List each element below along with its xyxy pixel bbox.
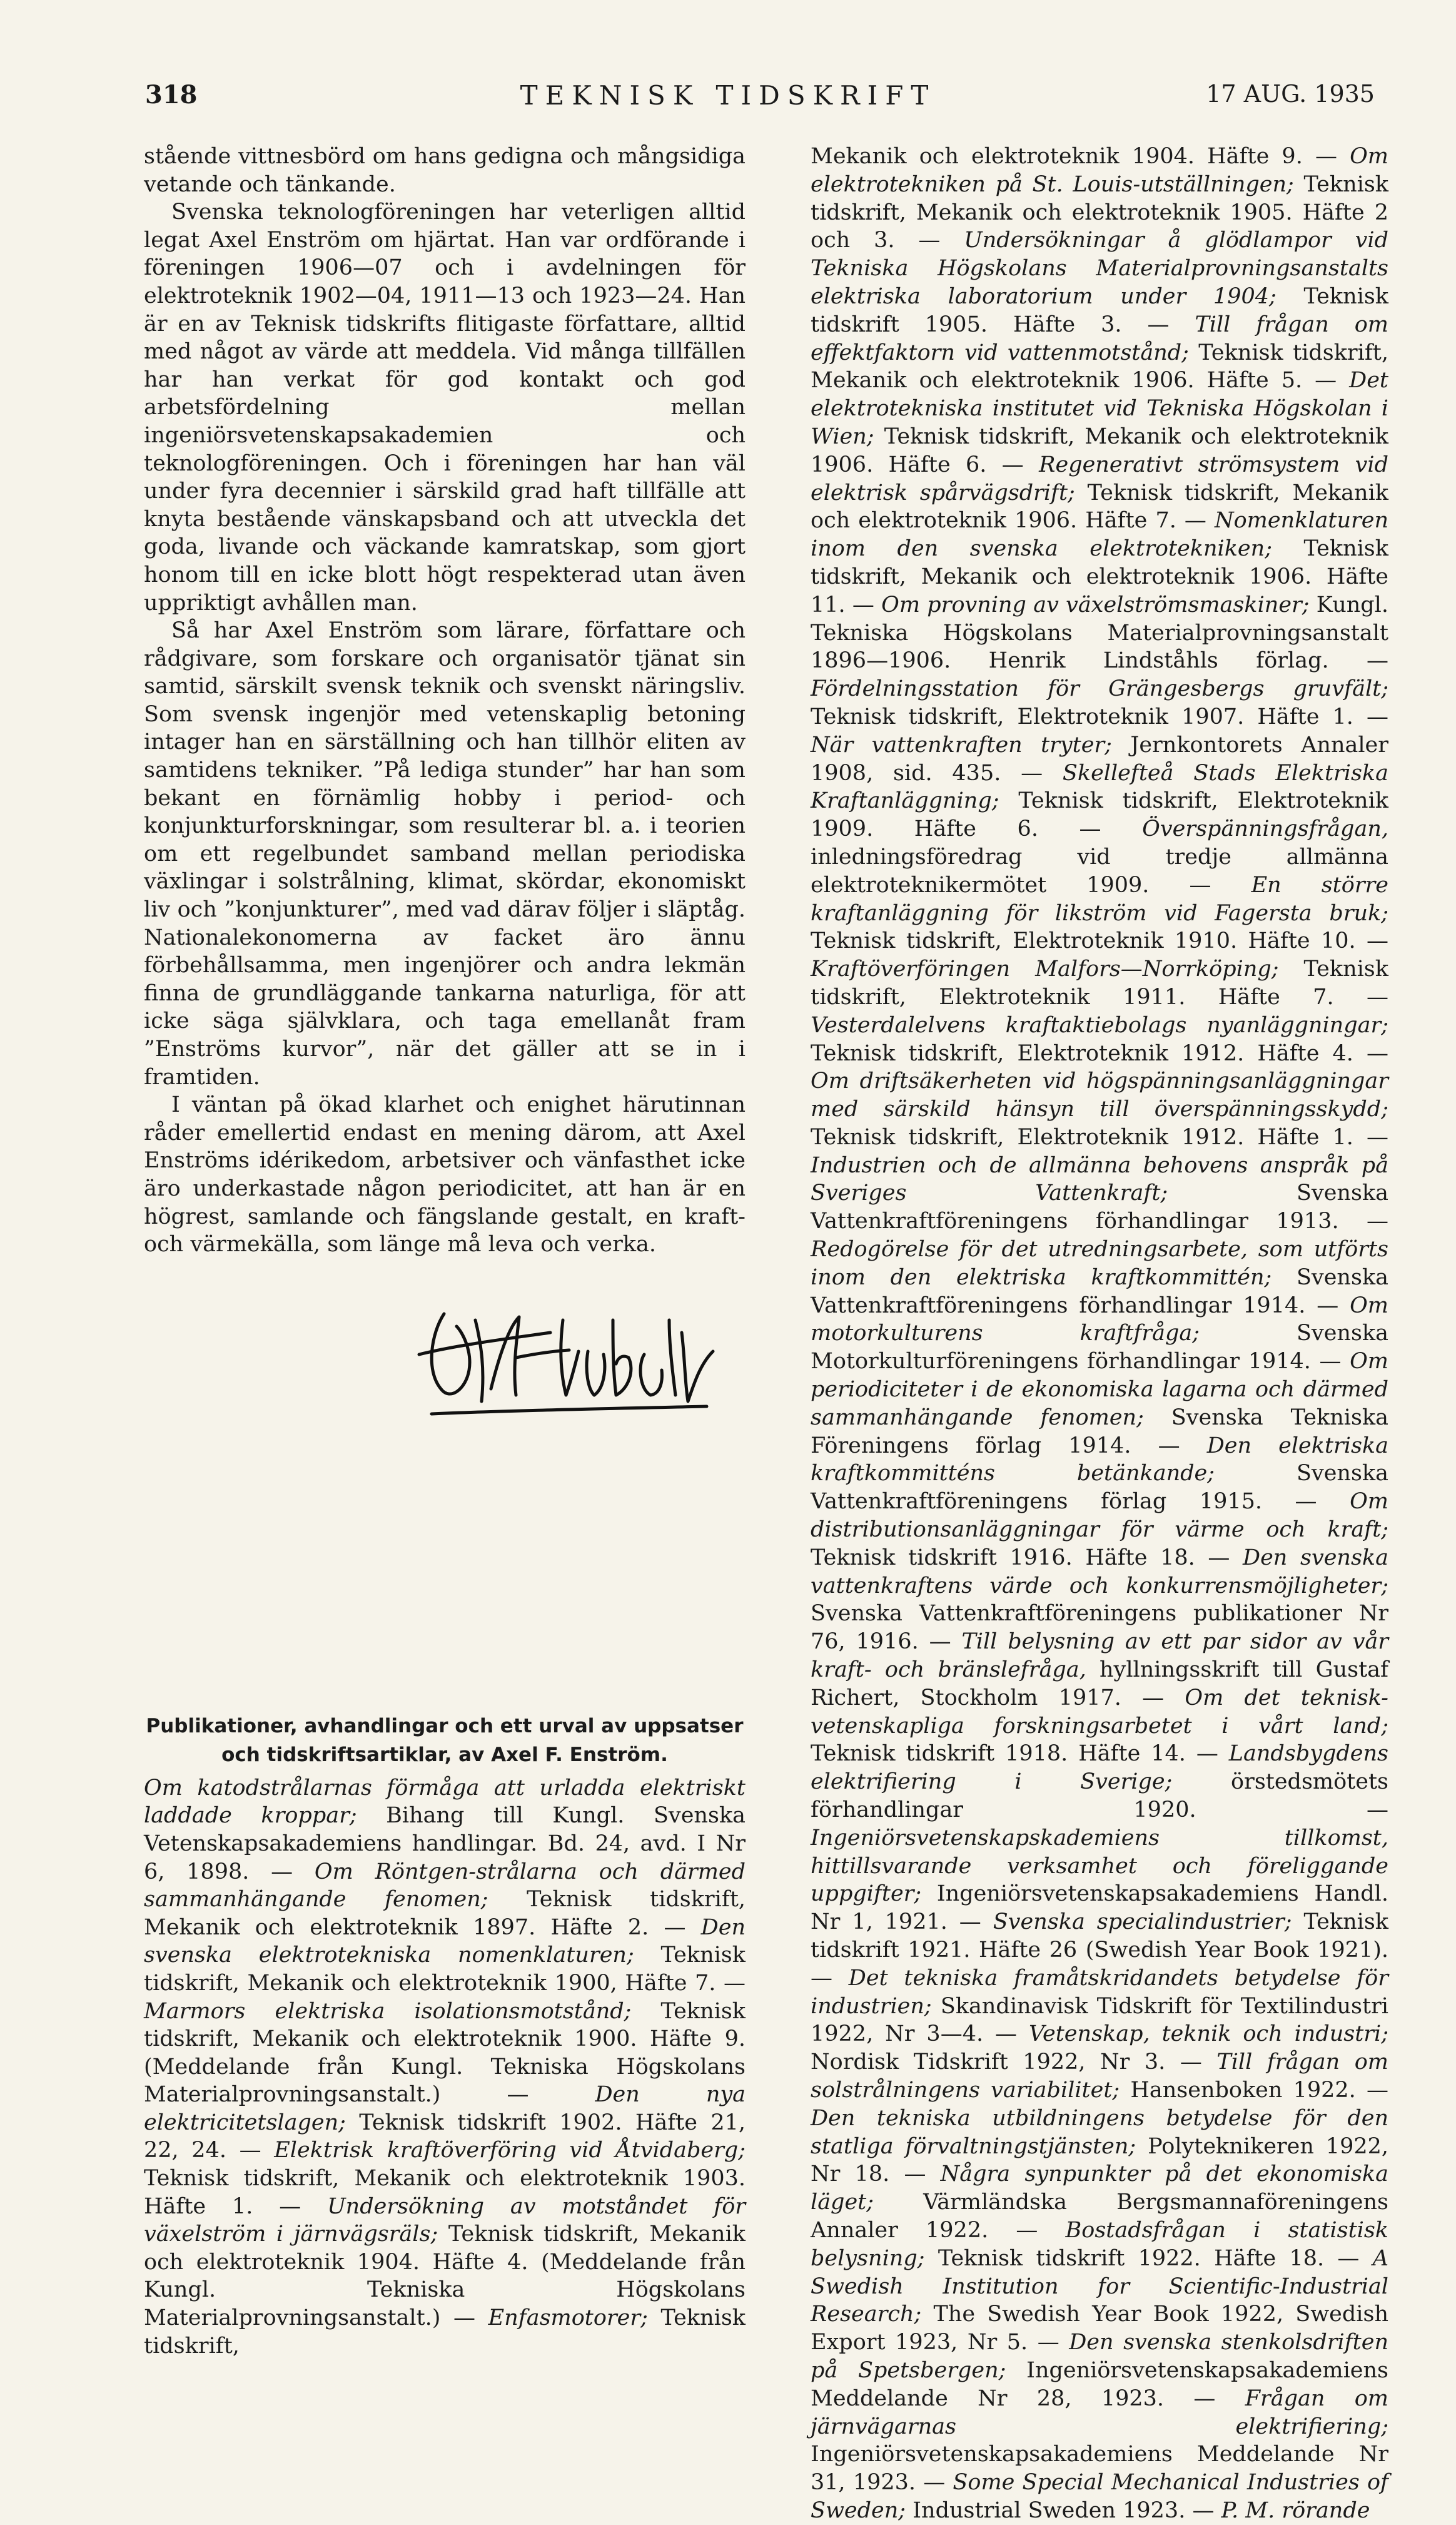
publication-source: Svenska Vattenkraftföreningens förhandlingar 1914. — <box>811 1264 1388 1318</box>
publication-title: Om det teknisk-vetenskapliga forskningsarbetet i vårt land; <box>811 1685 1389 1739</box>
publication-title: Till belysning av ett par sidor av vår kraft- och bränslefråga, <box>811 1629 1388 1683</box>
publication-source: Teknisk tidskrift 1922. Häfte 18. — <box>924 2245 1373 2271</box>
page-header <box>0 80 1456 130</box>
publication-source: Teknisk tidskrift 1902. Häfte 21, 22, 24. — <box>144 2110 746 2163</box>
publication-source: Teknisk tidskrift 1916. Häfte 18. — <box>811 1545 1243 1570</box>
publication-title: Några synpunkter på det ekonomiska läget; <box>811 2162 1388 2215</box>
publication-title: Fördelningsstation för Grängesbergs gruvfält; <box>811 676 1388 702</box>
publication-title: Överspänningsfrågan, <box>1142 816 1388 842</box>
publication-title: Vesterdalelvens kraftaktiebolags nyanläggningar; <box>811 1012 1388 1038</box>
publication-source: Teknisk tidskrift, Mekanik och elektroteknik 1906. Häfte 5. — <box>811 340 1388 394</box>
journal-title: TEKNISK TIDSKRIFT <box>520 80 936 111</box>
publication-title: Om Röntgen-strålarna och därmed sammanhängande fenomen; <box>144 1859 746 1913</box>
publication-source: Teknisk tidskrift, Mekanik och elektroteknik 1906. Häfte 6. — <box>811 424 1388 477</box>
publication-title: Frågan om järnvägarnas elektrifiering; <box>811 2385 1388 2439</box>
publication-source: hyllningsskrift till Gustaf Richert, Stockholm 1917. — <box>811 1657 1388 1710</box>
publication-source: Teknisk tidskrift, Mekanik och elektroteknik 1906. Häfte 11. — <box>811 536 1388 617</box>
publication-source: Svenska Vattenkraftföreningens förhandlingar 1913. — <box>811 1181 1388 1234</box>
publication-source: Svenska Tekniska Föreningens förlag 1914. — <box>811 1405 1388 1458</box>
publication-source: Svenska Vattenkraftföreningens publikationer Nr 76, 1916. — <box>811 1601 1388 1655</box>
publication-title: Some Special Mechanical Industries of Sweden; <box>811 2470 1388 2523</box>
publication-title: Den nya elektricitetslagen; <box>144 2082 746 2135</box>
publication-title: Undersökning av motståndet för växelström i järnvägsräls; <box>144 2193 746 2247</box>
publication-source: Kungl. Tekniska Högskolans Materialprovningsanstalt 1896—1906. Henrik Lindståhls förlag. — <box>811 592 1388 674</box>
publication-source: Mekanik och elektroteknik 1904. Häfte 9. — <box>811 144 1350 169</box>
publication-title: Elektrisk kraftöverföring vid Åtvidaberg; <box>274 2138 746 2163</box>
publication-title: P. M. rörande <box>1221 2497 1370 2523</box>
publication-title: Svenska specialindustrier; <box>993 1909 1292 1935</box>
publication-source: Teknisk tidskrift, Mekanik och elektroteknik 1897. Häfte 2. — <box>144 1887 746 1940</box>
publication-title: Redogörelse för det utredningsarbete, som utförts inom den elektriska kraftkommittén; <box>811 1237 1388 1290</box>
publication-source: Svenska Motorkulturföreningens förhandlingar 1914. — <box>811 1321 1388 1374</box>
publications-heading: Publikationer, avhandlingar och ett urval av uppsatser och tidskriftsartiklar, av Axel F. Enström. <box>146 1714 744 1766</box>
publication-source: Industrial Sweden 1923. — <box>906 2497 1221 2523</box>
publication-title: Nomenklaturen inom den svenska elektrotekniken; <box>811 508 1388 562</box>
publication-source: Teknisk tidskrift, Elektroteknik 1910. Häfte 10. — <box>811 928 1388 954</box>
publication-title: Om distributionsanläggningar för värme och kraft; <box>811 1489 1388 1543</box>
publication-title: Till frågan om effektfaktorn vid vattenmotstånd; <box>811 312 1388 365</box>
publication-source: Nordisk Tidskrift 1922, Nr 3. — <box>811 2050 1217 2075</box>
publication-title: Ingeniörsvetenskapskademiens tillkomst, hittillsvarande verksamhet och föreliggande uppgifter; <box>811 1825 1388 1907</box>
publication-title: Till frågan om solstrålningens variabilitet; <box>811 2050 1388 2103</box>
publication-source: Teknisk tidskrift, Elektroteknik 1909. Häfte 6. — <box>811 788 1388 842</box>
publication-title: Den svenska stenkolsdriften på Spetsbergen; <box>811 2330 1388 2383</box>
publication-title: Det elektrotekniska institutet vid Tekniska Högskolan i Wien; <box>811 368 1388 449</box>
publications-list <box>144 1774 746 2360</box>
publication-title: Undersökningar å glödlampor vid Tekniska Högskolans Materialprovningsanstalts elektriska laboratorium under 1904; <box>811 228 1388 309</box>
publication-source: Teknisk tidskrift, Mekanik och elektroteknik 1900. Häfte 9. (Meddelande från Kungl. Tekniska Högskolans Materialprovningsanstalt.) — <box>144 1998 746 2108</box>
publication-source: Teknisk tidskrift, Mekanik och elektroteknik 1903. Häfte 1. — <box>144 2166 746 2219</box>
publication-title: Bostadsfrågan i statistisk belysning; <box>811 2217 1388 2271</box>
publication-title: Den tekniska utbildningens betydelse för den statliga förvaltningstjänsten; <box>811 2105 1388 2159</box>
publication-title: När vattenkraften tryter; <box>811 732 1112 758</box>
publication-title: Om periodiciteter i de ekonomiska lagarna och därmed sammanhängande fenomen; <box>811 1349 1388 1430</box>
publications-list <box>811 143 1388 2525</box>
publication-source: Värmländska Bergsmannaföreningens Annaler 1922. — <box>811 2190 1388 2243</box>
publication-source: Teknisk tidskrift 1905. Häfte 3. — <box>811 283 1388 337</box>
publication-source: Teknisk tidskrift, Mekanik och elektroteknik 1904. Häfte 4. (Meddelande från Kungl. Tekniska Högskolans Materialprovningsanstalt.) — <box>144 2222 746 2331</box>
publication-source: Teknisk tidskrift, Elektroteknik 1912. Häfte 1. — <box>811 1124 1388 1150</box>
publication-source: Teknisk tidskrift, Elektroteknik 1907. Häfte 1. — <box>811 704 1388 729</box>
publication-source: Teknisk tidskrift, Mekanik och elektroteknik 1905. Häfte 2 och 3. — <box>811 171 1388 253</box>
publication-source: Ingeniörsvetenskapsakademiens Meddelande Nr 28, 1923. — <box>811 2357 1388 2411</box>
publication-title: Det tekniska framåtskridandets betydelse för industrien; <box>811 1965 1388 2019</box>
publication-title: Om motorkulturens kraftfråga; <box>811 1293 1388 1346</box>
publication-source: Teknisk tidskrift 1921. Häfte 26 (Swedish Year Book 1921). — <box>811 1909 1388 1991</box>
body-paragraph: Så har Axel Enström som lärare, författare och rådgivare, som forskare och organisatör tjänat sin samtid, särskilt svensk teknik och svenskt näringsliv. Som svensk ingenjör med vetenskaplig betoning intager han en särställning och han tillhör eliten av samtidens tekniker. ”På lediga stunder” har han som bekant en förnämlig hobby i period- och konjunkturforskningar, som resulterar bl. a. i teorien om ett regelbundet samband mellan periodiska växlingar i solstrålning, klimat, skördar, ekonomiskt liv och ”konjunkturer”, med vad därav följer i släptåg. Nationalekonomerna av facket äro ännu förbehållsamma, men ingenjörer och andra lekmän finna de grundläggande tankarna naturliga, för att icke säga självklara, och taga emellanåt fram ”Enströms kurvor”, när det gäller att se in i framtiden. <box>144 618 746 1090</box>
body-paragraph: Svenska teknologföreningen har veterligen alltid legat Axel Enström om hjärtat. Han var ordförande i föreningen 1906—07 och i avdelningen för elektroteknik 1902—04, 1911—13 och 1923—24. Han är en av Teknisk tidskrifts flitigaste författare, alltid med något av värde att meddela. Vid många tillfällen har han verkat för god kontakt och god arbetsfördelning mellan ingeniörsvetenskapsakademien och teknologföreningen. Och i föreningen har han väl under fyra decennier i särskild grad haft tillfälle att knyta bestående vänskapsband och att utveckla det goda, livande och väckande kamratskap, som gjort honom till en icke blott högt respekterad utan även uppriktigt avhållen man. <box>144 200 746 616</box>
publication-source: Teknisk tidskrift, <box>144 2305 746 2359</box>
publication-title: Regenerativt strömsystem vid elektrisk spårvägsdrift; <box>811 452 1389 506</box>
page-number: 318 <box>145 80 198 109</box>
publication-source: Skandinavisk Tidskrift för Textilindustri 1922, Nr 3—4. — <box>811 1993 1388 2047</box>
publication-title: Enfasmotorer; <box>488 2305 648 2331</box>
body-paragraph: stående vittnesbörd om hans gedigna och mångsidiga vetande och tänkande. <box>144 144 746 197</box>
publication-title: Industrien och de allmänna behovens anspråk på Sveriges Vattenkraft; <box>811 1152 1388 1206</box>
publication-title: Om provning av växelströmsmaskiner; <box>881 592 1310 617</box>
publication-source: Ingeniörsvetenskapsakademiens Handl. Nr 1, 1921. — <box>811 1881 1388 1935</box>
publication-title: A Swedish Institution for Scientific-Industrial Research; <box>811 2245 1388 2327</box>
publication-title: Om katodstrålarnas förmåga att urladda elektriskt laddade kroppar; <box>144 1775 746 1829</box>
publication-source: The Swedish Year Book 1922, Swedish Export 1923, Nr 5. — <box>811 2302 1388 2355</box>
publication-title: Landsbygdens elektrifiering i Sverige; <box>811 1741 1388 1795</box>
publication-title: Den elektriska kraftkommitténs betänkande; <box>811 1433 1388 1486</box>
right-column <box>811 143 1388 2525</box>
publication-title: Den svenska elektrotekniska nomenklaturen; <box>144 1914 746 1968</box>
signature <box>407 1295 732 1439</box>
blank-space <box>144 1439 746 1712</box>
publication-source: Teknisk tidskrift, Mekanik och elektroteknik 1906. Häfte 7. — <box>811 480 1388 534</box>
publication-source: Teknisk tidskrift, Elektroteknik 1911. Häfte 7. — <box>811 957 1388 1010</box>
publication-title: Den svenska vattenkraftens värde och konkurrensmöjligheter; <box>811 1545 1389 1598</box>
publication-source: Polyteknikeren 1922, Nr 18. — <box>811 2133 1388 2187</box>
issue-date: 17 AUG. 1935 <box>1206 80 1375 108</box>
publication-source: Hansenboken 1922. — <box>1120 2077 1388 2103</box>
publication-title: Marmors elektriska isolationsmotstånd; <box>144 1998 632 2024</box>
publication-title: En större kraftanläggning för likström vid Fagersta bruk; <box>811 872 1388 926</box>
publication-source: Teknisk tidskrift 1918. Häfte 14. — <box>811 1741 1229 1767</box>
publication-source: örstedsmötets förhandlingar 1920. — <box>811 1769 1388 1823</box>
publication-source: Svenska Vattenkraftföreningens förlag 1915. — <box>811 1461 1388 1515</box>
publication-source: Ingeniörsvetenskapsakademiens Meddelande Nr 31, 1923. — <box>811 2442 1388 2496</box>
publication-title: Vetenskap, teknik och industri; <box>1028 2021 1389 2047</box>
publication-title: Om driftsäkerheten vid högspänningsanläggningar med särskild hänsyn till överspänningsskydd; <box>811 1069 1388 1122</box>
publication-source: Teknisk tidskrift, Mekanik och elektroteknik 1900, Häfte 7. — <box>144 1943 746 1996</box>
publication-title: Om elektrotekniken på St. Louis-utställningen; <box>811 144 1388 197</box>
left-column <box>144 143 746 2360</box>
publication-title: Kraftöverföringen Malfors—Norrköping; <box>811 957 1279 982</box>
body-paragraph: I väntan på ökad klarhet och enighet härutinnan råder emellertid endast en mening därom, att Axel Enströms idérikedom, arbetsiver och vänfasthet icke äro underkastade någon periodicitet, att han är en högrest, samlande och fängslande gestalt, en kraft- och värmekälla, som länge må leva och verka. <box>144 1092 746 1257</box>
publication-source: Bihang till Kungl. Svenska Vetenskapsakademiens handlingar. Bd. 24, avd. I Nr 6, 1898. — <box>144 1803 746 1884</box>
publication-title: Skellefteå Stads Elektriska Kraftanläggning; <box>811 760 1388 814</box>
publication-source: Jernkontorets Annaler 1908, sid. 435. — <box>811 732 1389 786</box>
publication-source: Teknisk tidskrift, Elektroteknik 1912. Häfte 4. — <box>811 1040 1388 1066</box>
publication-source: inledningsföredrag vid tredje allmänna elektroteknikermötet 1909. — <box>811 844 1388 898</box>
